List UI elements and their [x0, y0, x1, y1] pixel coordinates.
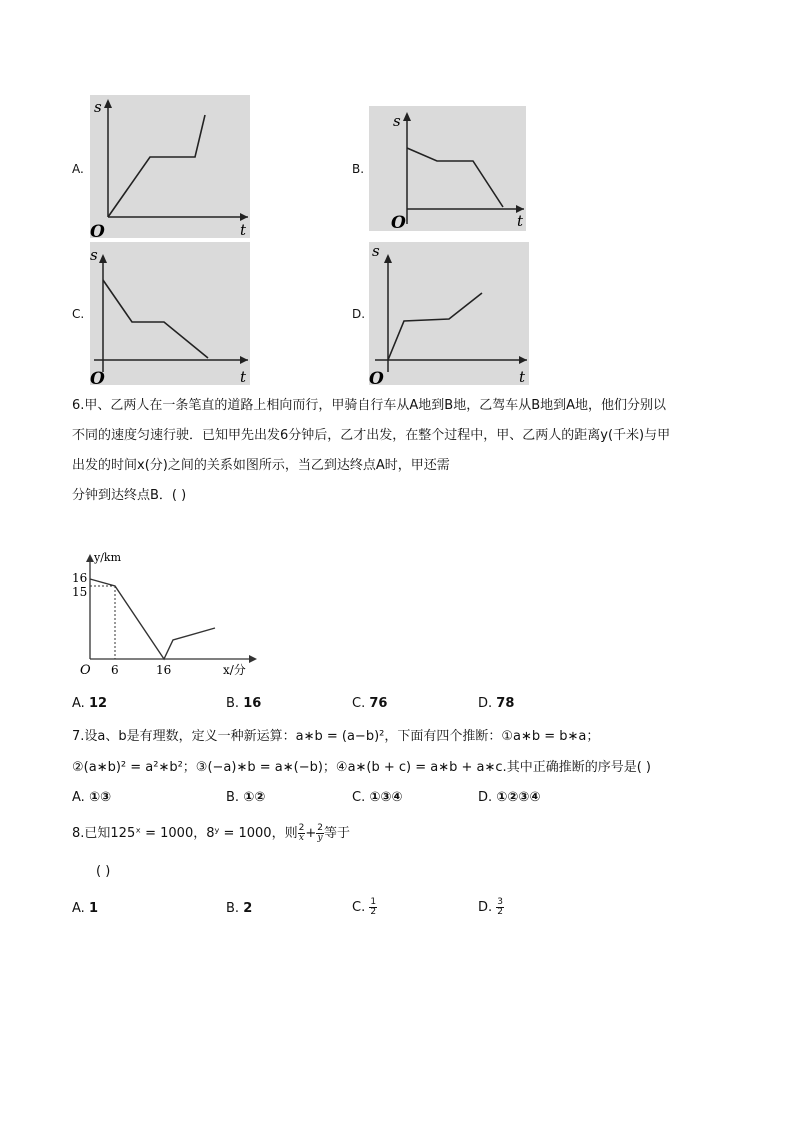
q6-line-3: 出发的时间x(分)之间的关系如图所示，当乙到达终点A时，甲还需 — [72, 458, 450, 473]
q6-line-1: 6.甲、乙两人在一条笔直的道路上相向而行，甲骑自行车从A地到B地，乙驾车从B地到A地，他们分别以 — [72, 398, 667, 413]
frac-den: 2 — [497, 907, 504, 917]
frac-num: 3 — [497, 897, 504, 907]
graph-c-svg — [90, 242, 250, 385]
q6-graph-x-tick-6: 6 — [111, 663, 119, 677]
q8-frac2-num: 2 — [317, 823, 323, 833]
choice-value: 2 — [243, 901, 253, 916]
q6-choice-b[interactable] — [226, 696, 261, 711]
q8-choice-c-fraction — [369, 898, 377, 917]
option-d-label: D. — [352, 307, 366, 321]
q6-graph-y-label: y/km — [94, 551, 122, 564]
q8-choice-b[interactable] — [226, 901, 252, 916]
choice-value: 76 — [369, 696, 388, 711]
q8-frac1-num: 2 — [298, 823, 305, 833]
choice-letter: B. — [226, 790, 240, 805]
graph-c-s-label: s — [90, 246, 98, 264]
q6-distance-graph — [60, 545, 260, 680]
choice-letter: B. — [226, 901, 240, 916]
graph-option-b — [369, 106, 526, 231]
choice-value: ①③ — [88, 790, 111, 805]
graph-c-line — [103, 280, 208, 358]
graph-c-t-label: t — [240, 368, 247, 385]
option-b-label: B. — [352, 162, 365, 176]
q7-choice-b[interactable] — [226, 790, 265, 805]
choice-value: 16 — [243, 696, 262, 711]
choice-letter: B. — [226, 696, 240, 711]
q6-graph-line — [90, 579, 215, 659]
graph-a-s-label: s — [94, 98, 102, 116]
choice-letter: D. — [478, 696, 493, 711]
graph-a-t-label: t — [240, 221, 247, 238]
graph-option-a — [90, 95, 250, 238]
q6-choice-d[interactable] — [478, 696, 514, 711]
choice-letter: C. — [352, 900, 366, 915]
choice-value: 78 — [496, 696, 515, 711]
q8-choice-a[interactable] — [72, 901, 98, 916]
choice-letter: A. — [72, 696, 85, 711]
q7-choice-d[interactable] — [478, 790, 540, 805]
graph-a-origin: O — [90, 222, 105, 238]
q8-frac1-den: x — [298, 833, 304, 843]
choice-value: 1 — [88, 901, 98, 916]
q8-choice-d[interactable] — [478, 898, 504, 917]
q6-graph-x-label: x/分 — [223, 663, 246, 677]
q6-graph-y-tick-16: 16 — [72, 571, 88, 585]
q6-graph-y-tick-15: 15 — [72, 585, 88, 599]
q6-graph-origin: O — [80, 663, 91, 678]
q8-prefix: 8.已知125ˣ = 1000，8ʸ = 1000，则 — [72, 826, 298, 841]
graph-a-svg — [90, 95, 250, 238]
graph-b-s-label: s — [393, 112, 401, 130]
q8-choice-c[interactable] — [352, 898, 377, 917]
q8-frac2-den: y — [317, 833, 323, 843]
choice-letter: A. — [72, 901, 85, 916]
graph-b-line — [407, 148, 503, 207]
choice-value: ①②③④ — [496, 790, 541, 805]
graph-b-svg — [369, 106, 526, 231]
q8-paren: ( ) — [96, 864, 111, 879]
q6-line-4: 分钟到达终点B．( ) — [72, 488, 187, 503]
graph-b-t-label: t — [517, 212, 524, 230]
frac-num: 1 — [370, 897, 377, 907]
choice-value: ①③④ — [369, 790, 403, 805]
q8-choice-d-fraction — [496, 898, 504, 917]
q7-line-2: ②(a∗b)² = a²∗b²；③(−a)∗b = a∗(−b)；④a∗(b + c) = a∗b + a∗c.其中正确推断的序号是( ) — [72, 760, 651, 775]
option-a-label: A. — [72, 162, 84, 176]
q7-choice-c[interactable] — [352, 790, 402, 805]
graph-option-d — [369, 242, 529, 385]
frac-den: 2 — [370, 907, 377, 917]
choice-letter: D. — [478, 790, 493, 805]
graph-d-svg — [369, 242, 529, 385]
graph-option-c — [90, 242, 250, 385]
choice-value: 12 — [88, 696, 108, 711]
graph-d-origin: O — [369, 369, 384, 385]
q8-stem — [72, 824, 350, 844]
graph-c-origin: O — [90, 369, 105, 385]
graph-d-s-label: s — [372, 242, 380, 260]
option-c-label: C. — [72, 307, 85, 321]
q6-graph-x-tick-16: 16 — [156, 663, 172, 677]
graph-d-line — [388, 293, 482, 360]
q8-fraction-2 — [316, 824, 324, 843]
graph-d-t-label: t — [519, 368, 526, 385]
choice-letter: C. — [352, 696, 366, 711]
q7-line-1: 7.设a、b是有理数，定义一种新运算：a∗b = (a−b)²，下面有四个推断：①a∗b = b∗a； — [72, 729, 600, 744]
graph-a-line — [108, 115, 205, 217]
q7-choice-a[interactable] — [72, 790, 111, 805]
q8-suffix: 等于 — [323, 826, 350, 841]
q6-choice-a[interactable] — [72, 696, 107, 711]
graph-b-origin: O — [391, 213, 406, 231]
choice-value: ①② — [243, 790, 266, 805]
q8-plus: + — [305, 826, 317, 841]
q6-line-2: 不同的速度匀速行驶．已知甲先出发6分钟后，乙才出发，在整个过程中，甲、乙两人的距离y(千米)与甲 — [72, 428, 671, 443]
q6-choice-c[interactable] — [352, 696, 387, 711]
choice-letter: C. — [352, 790, 366, 805]
choice-letter: D. — [478, 900, 493, 915]
choice-letter: A. — [72, 790, 85, 805]
